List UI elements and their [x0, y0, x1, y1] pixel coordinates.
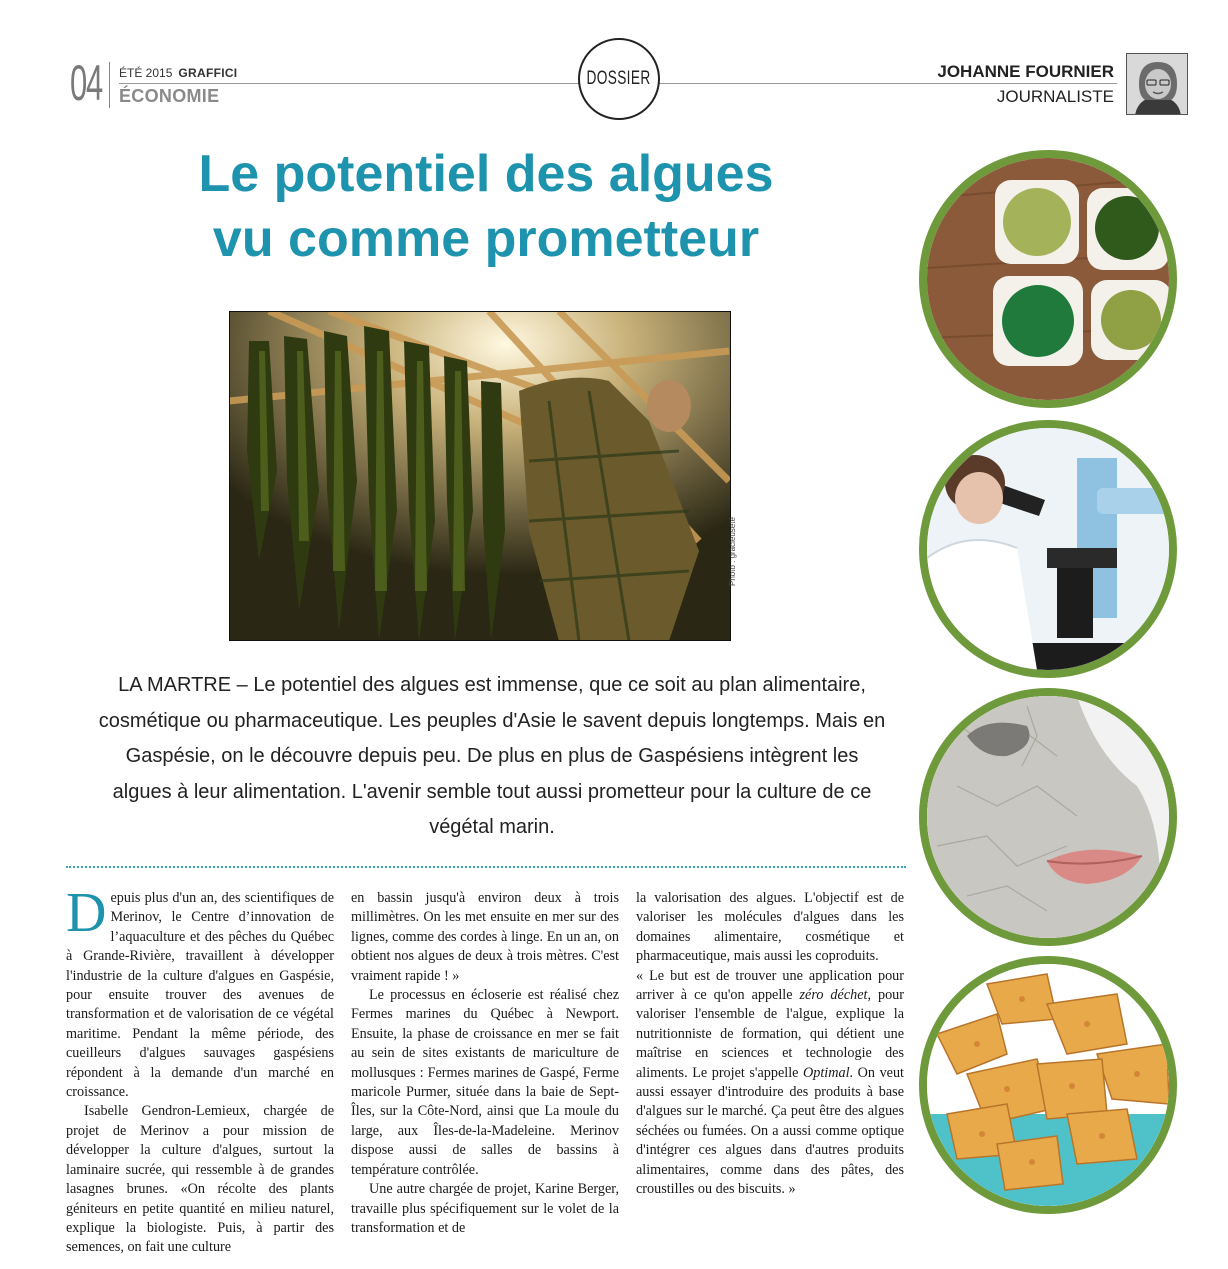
body-paragraph: en bassin jusqu'à environ deux à trois millimètres. On les met ensuite en mer sur des lignes, comme des cordes à linge. En un an, on obtient nos algues de deux à trois mètres. C'est vraiment rapide ! »: [351, 890, 619, 984]
header-rule-right: [657, 83, 1117, 84]
seaweed-chips-image: [919, 956, 1177, 1214]
body-paragraph: Isabelle Gendron-Lemieux, chargée de projet de Merinov a pour mission de développer la culture d'algues, surtout la laminaire sucrée, qui ressemble à de grandes lasagnes brunes. «On récolte des plants géniteurs en petite quantité en milieu naturel, explique la biologiste. Puis, à partir des semences, on fait une culture: [66, 1103, 334, 1256]
body-paragraph: [636, 967, 904, 1200]
body-column-2: [351, 889, 619, 1238]
paragraph-text: . On veut aussi essayer d'introduire des produits à base d'algues sur le marché. Ça peut être des algues séchées ou fumées. On a aussi comme optique d'intégrer ces algues dans d'autres produits alimentaires, comme dans des pâtes, des croustilles ou des biscuits. »: [636, 1064, 904, 1198]
paragraph-text: epuis plus d'un an, des scientifiques de Merinov, le Centre d’innovation de l’aquaculture et des pêches du Québec à Grande-Rivière, travaillent à développer l'industrie de la culture d'algues en Gaspésie, pour ensuite trouver des avenues de transformation et de valorisation de ce végétal maritime. Pendant la même période, des cueilleurs d'algues sauvages gaspésiens répondent à la demande d'un marché en croissance.: [66, 890, 334, 1101]
author-role: JOURNALISTE: [996, 87, 1114, 106]
title-line-1: Le potentiel des algues: [198, 145, 774, 203]
body-paragraph: Une autre chargée de projet, Karine Berger, travaille plus spécifiquement sur le volet de la transformation et de: [351, 1181, 619, 1236]
article-title: [100, 142, 872, 272]
header-rule-left: [119, 83, 581, 84]
emphasis-text: Optimal: [803, 1064, 850, 1081]
photo-credit: Photo : gracieuseté: [728, 517, 737, 586]
body-paragraph: [66, 882, 334, 1102]
dotted-separator: [66, 866, 906, 868]
emphasis-text: zéro déchet: [799, 987, 868, 1004]
body-paragraph: la valorisation des algues. L'objectif est de valoriser les molécules d'algues dans les domaines alimentaire, cosmétique et pharmaceutique, mais aussi les coproduits.: [636, 890, 904, 965]
paragraph-text: « Le but est de trouver une application pour arriver à ce qu'on appelle: [636, 967, 904, 1004]
article-lead: LA MARTRE – Le potentiel des algues est immense, que ce soit au plan alimentaire, cosmétique ou pharmaceutique. Les peuples d'Asie le savent depuis longtemps. Mais en Gaspésie, on le découvre depuis peu. De plus en plus de Gaspésiens intègrent les algues à leur alimentation. L'avenir semble tout aussi prometteur pour la culture de ce végétal marin.: [98, 674, 886, 838]
page-number-divider: [109, 62, 110, 108]
title-line-2: vu comme prometteur: [212, 210, 760, 268]
seaweed-drying-photo: [229, 311, 731, 641]
body-column-3: [636, 889, 904, 1200]
drop-cap: D: [66, 882, 107, 944]
dossier-badge-label: DOSSIER: [586, 68, 652, 89]
issue-date: ÉTÉ 2015: [119, 66, 173, 80]
paragraph-text: , pour valoriser l'ensemble de l'algue, explique la nutritionniste de formation, qui détient une maîtrise en sciences et technologie des aliments. Le projet s'appelle: [636, 987, 904, 1081]
issue-line: [119, 66, 237, 80]
author-name: JOHANNE FOURNIER: [937, 62, 1114, 81]
clay-face-mask-image: [919, 688, 1177, 946]
section-label: ÉCONOMIE: [119, 86, 220, 106]
body-paragraph: Le processus en écloserie est réalisé chez Fermes marines du Québec à Newport. Ensuite, la phase de croissance en mer se fait au sein de sites existants de mariculture de mollusques : Fermes marines de Gaspé, Ferme maricole Purmer, située dans la baie de Sept-Îles, sur la Côte-Nord, ainsi que La moule du large, aux Îles-de-la-Madeleine. Merinov dispose aussi de salles de bassins à température contrôlée.: [351, 987, 619, 1178]
publication-name: GRAFFICI: [178, 66, 238, 80]
microscope-scientist-image: [919, 420, 1177, 678]
algae-powder-bowls-image: [919, 150, 1177, 408]
author-portrait: [1126, 53, 1188, 115]
body-column-1: [66, 882, 334, 1258]
page-number: 04: [70, 55, 103, 111]
dossier-badge: [578, 38, 660, 120]
